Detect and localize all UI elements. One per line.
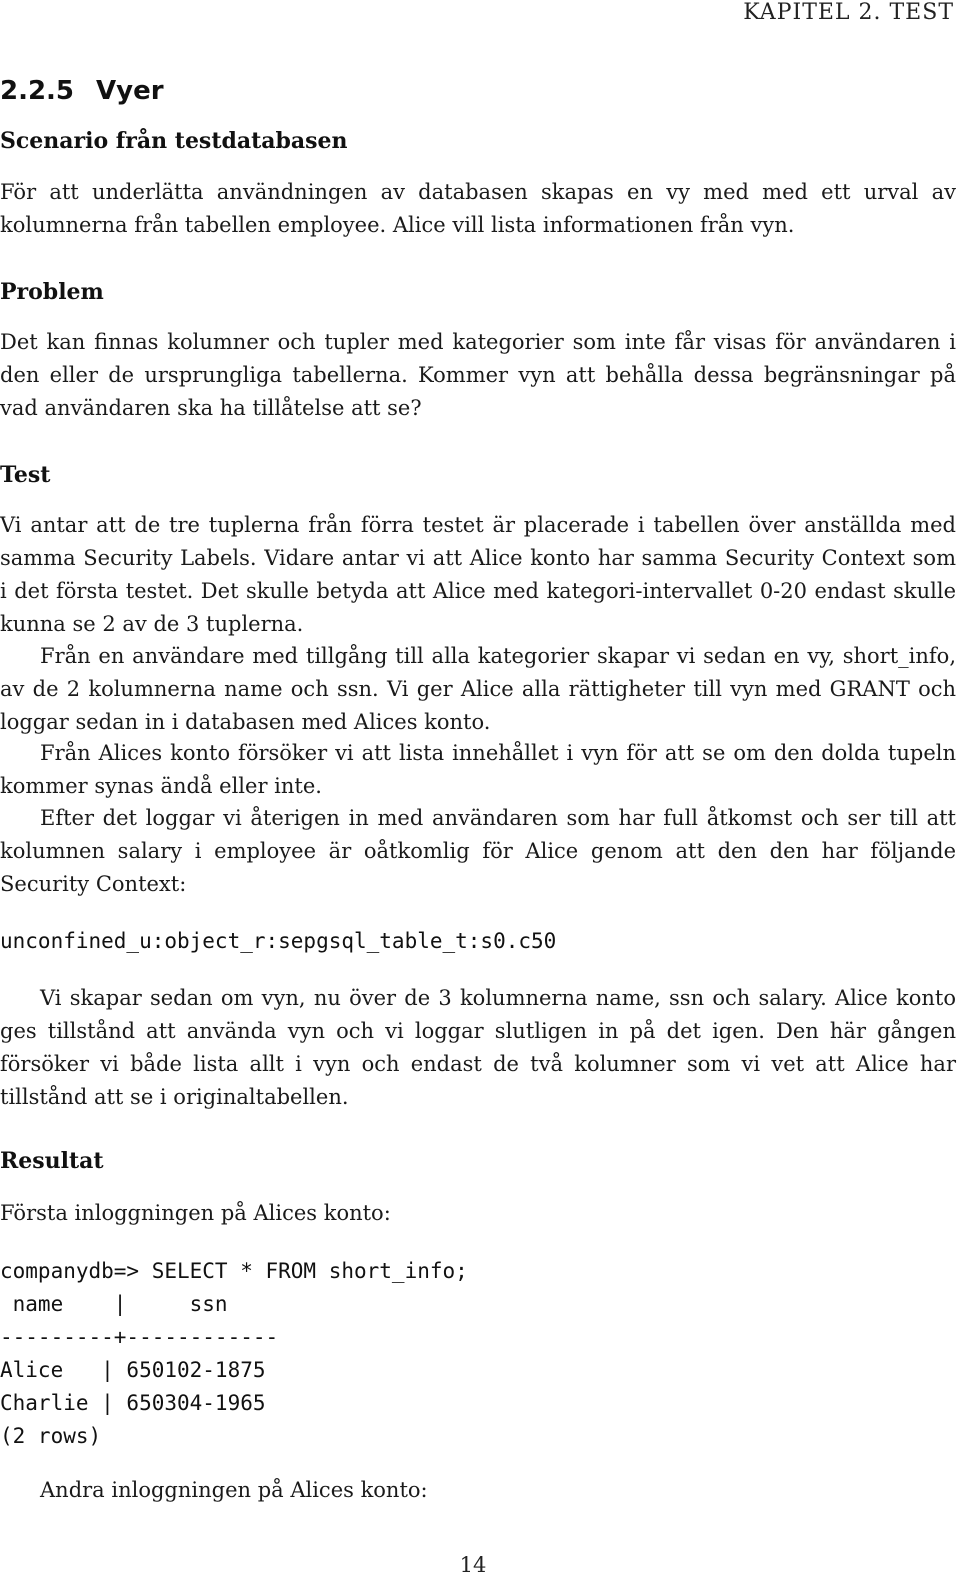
scenario-text: För att underlätta användningen av databasen skapas en vy med med ett urval av kolumnerna från tabellen employee. Alice vill lista informationen från vyn. xyxy=(0,180,956,237)
test-paragraph-2: Från en användare med tillgång till alla kategorier skapar vi sedan en vy, short_info, av de 2 kolumnerna name och ssn. Vi ger Alice alla rättigheter till vyn med GRANT och loggar sedan in i databasen med Alices konto. xyxy=(0,644,956,734)
scenario-heading: Scenario från testdatabasen xyxy=(0,128,348,154)
running-head: KAPITEL 2. TEST xyxy=(743,0,954,25)
problem-text: Det kan finnas kolumner och tupler med kategorier som inte får visas för användaren i den eller de ursprungliga tabellerna. Kommer vyn att behålla dessa begränsningar på vad användaren ska ha tillåtelse att se? xyxy=(0,330,956,420)
first-login-text: Första inloggningen på Alices konto: xyxy=(0,1201,391,1225)
test-paragraph-1: Vi antar att de tre tuplerna från förra testet är placerade i tabellen över anställda med samma Security Labels. Vidare antar vi att Alice konto har samma Security Context som i det första testet. Det skulle betyda att Alice med kategori-intervallet 0-20 endast skulle kunna se 2 av de 3 tuplerna. xyxy=(0,513,956,636)
page-number: 14 xyxy=(459,1553,487,1577)
section-title: Vyer xyxy=(96,76,164,106)
console-line: Alice | 650102-1875 xyxy=(0,1358,266,1382)
console-line: ---------+------------ xyxy=(0,1325,279,1349)
result-heading: Resultat xyxy=(0,1148,104,1174)
test-paragraph-4: Efter det loggar vi återigen in med användaren som har full åtkomst och ser till att kolumnen salary i employee är oåtkomlig för Alice genom att den den har följande Security Context: xyxy=(0,806,956,896)
test-after-text: Vi skapar sedan om vyn, nu över de 3 kolumnerna name, ssn och salary. Alice konto ges tillstånd att använda vyn och vi loggar slutligen in på det igen. Den här gången försöker vi både lista allt i vyn och endast de två kolumner som vi vet att Alice har tillstånd att se i originaltabellen. xyxy=(0,986,956,1109)
console-line: Charlie | 650304-1965 xyxy=(0,1391,266,1415)
console-line: companydb=> SELECT * FROM short_info; xyxy=(0,1259,468,1283)
test-paragraph-3: Från Alices konto försöker vi att lista innehållet i vyn för att se om den dolda tupeln kommer synas ändå eller inte. xyxy=(0,741,956,798)
test-heading: Test xyxy=(0,462,51,488)
console-line: (2 rows) xyxy=(0,1424,102,1448)
section-heading xyxy=(0,76,164,106)
problem-heading: Problem xyxy=(0,279,104,305)
console-output xyxy=(0,1255,468,1453)
second-login-text: Andra inloggningen på Alices konto: xyxy=(40,1478,428,1502)
section-number: 2.2.5 xyxy=(0,76,75,106)
security-context-code: unconfined_u:object_r:sepgsql_table_t:s0.c50 xyxy=(0,929,557,953)
console-line: name | ssn xyxy=(0,1292,228,1316)
